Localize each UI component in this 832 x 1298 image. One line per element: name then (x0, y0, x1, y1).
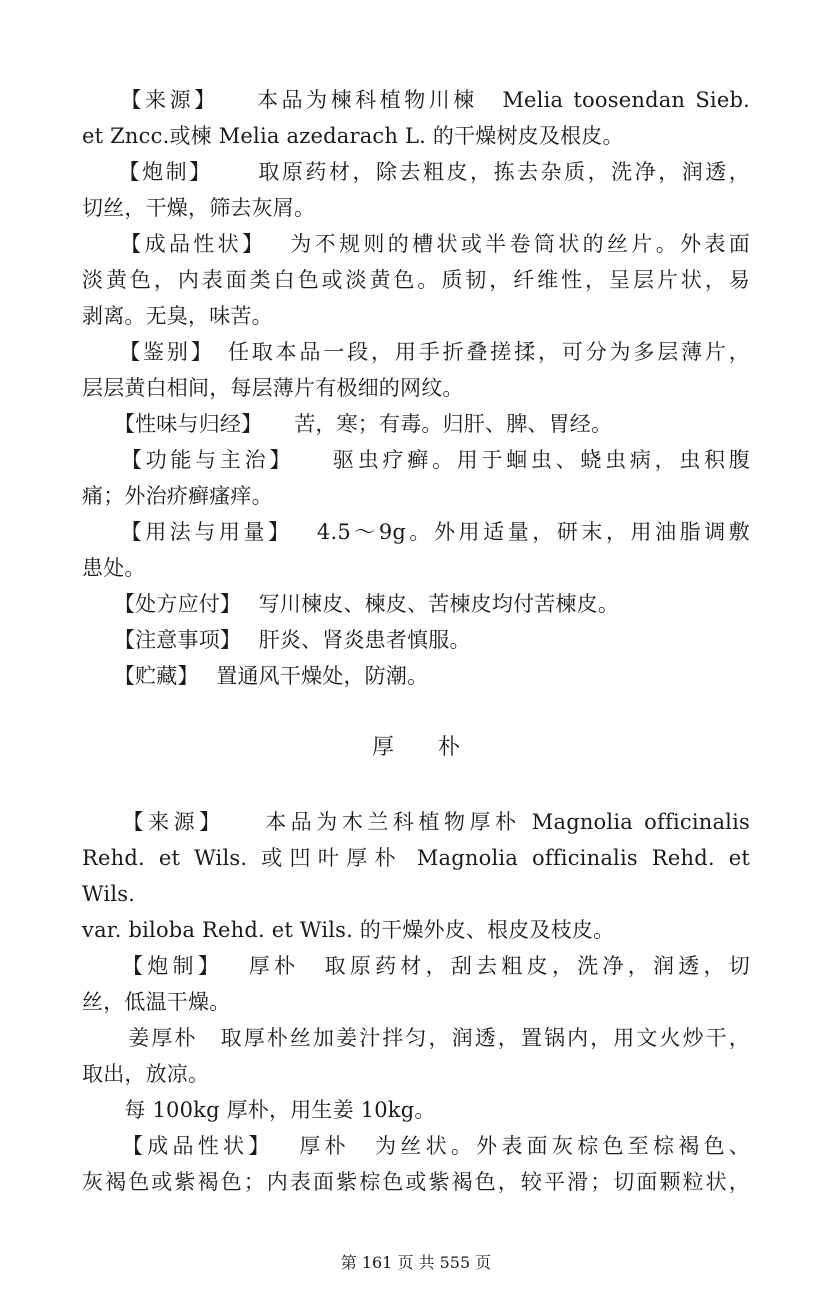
text-line: 【贮藏】 置通风干燥处，防潮。 (82, 664, 429, 688)
text-line: 灰褐色或紫褐色；内表面紫棕色或紫褐色，较平滑；切面颗粒状， (82, 1170, 750, 1194)
text-line: 【性味与归经】 苦，寒；有毒。归肝、脾、胃经。 (82, 412, 613, 436)
text-line: 层层黄白相间，每层薄片有极细的网纹。 (82, 376, 464, 400)
text-line: 【炮制】 厚朴 取原药材，刮去粗皮，洗净，润透，切 (82, 954, 750, 978)
text-line: 【用法与用量】 4.5～9g。外用适量，研末，用油脂调敷 (82, 520, 750, 544)
text-line: 丝，低温干燥。 (82, 990, 231, 1014)
text-line: 【来源】 本品为楝科植物川楝 Melia toosendan Sieb. (82, 88, 750, 112)
text-line: 【鉴别】 任取本品一段，用手折叠搓揉，可分为多层薄片， (82, 340, 750, 364)
text-line: var. biloba Rehd. et Wils. 的干燥外皮、根皮及枝皮。 (82, 918, 615, 942)
text-line: 【来源】 本品为木兰科植物厚朴 Magnolia officinalis (82, 810, 750, 834)
section-title: 厚 朴 (371, 735, 460, 760)
text-line: 每 100kg 厚朴，用生姜 10kg。 (82, 1098, 436, 1122)
text-line: 【功能与主治】 驱虫疗癣。用于蛔虫、蛲虫病，虫积腹 (82, 448, 750, 472)
text-line: et Zncc.或楝 Melia azedarach L. 的干燥树皮及根皮。 (82, 124, 624, 148)
text-line: 痛；外治疥癣瘙痒。 (82, 484, 273, 508)
text-line: 取出，放凉。 (82, 1062, 210, 1086)
text-line: 【处方应付】 写川楝皮、楝皮、苦楝皮均付苦楝皮。 (82, 592, 620, 616)
text-line: 患处。 (82, 556, 146, 580)
text-line: 【成品性状】 厚朴 为丝状。外表面灰棕色至棕褐色、 (82, 1134, 750, 1158)
text-line: 剥离。无臭，味苦。 (82, 304, 273, 328)
text-line: 淡黄色，内表面类白色或淡黄色。质韧，纤维性，呈层片状，易 (82, 268, 750, 292)
text-line: 【炮制】 取原药材，除去粗皮，拣去杂质，洗净，润透， (82, 160, 750, 184)
text-line: 姜厚朴 取厚朴丝加姜汁拌匀，润透，置锅内，用文火炒干， (82, 1026, 750, 1050)
text-line: 切丝，干燥，筛去灰屑。 (82, 196, 316, 220)
text-line: 【注意事项】 肝炎、肾炎患者慎服。 (82, 628, 471, 652)
text-line: Rehd. et Wils. 或凹叶厚朴 Magnolia officinalis Rehd. et (82, 846, 750, 870)
text-line: Wils. (82, 882, 136, 906)
text-line: 【成品性状】 为不规则的槽状或半卷筒状的丝片。外表面 (82, 232, 750, 256)
page-number-footer: 第 161 页 共 555 页 (340, 1253, 492, 1272)
